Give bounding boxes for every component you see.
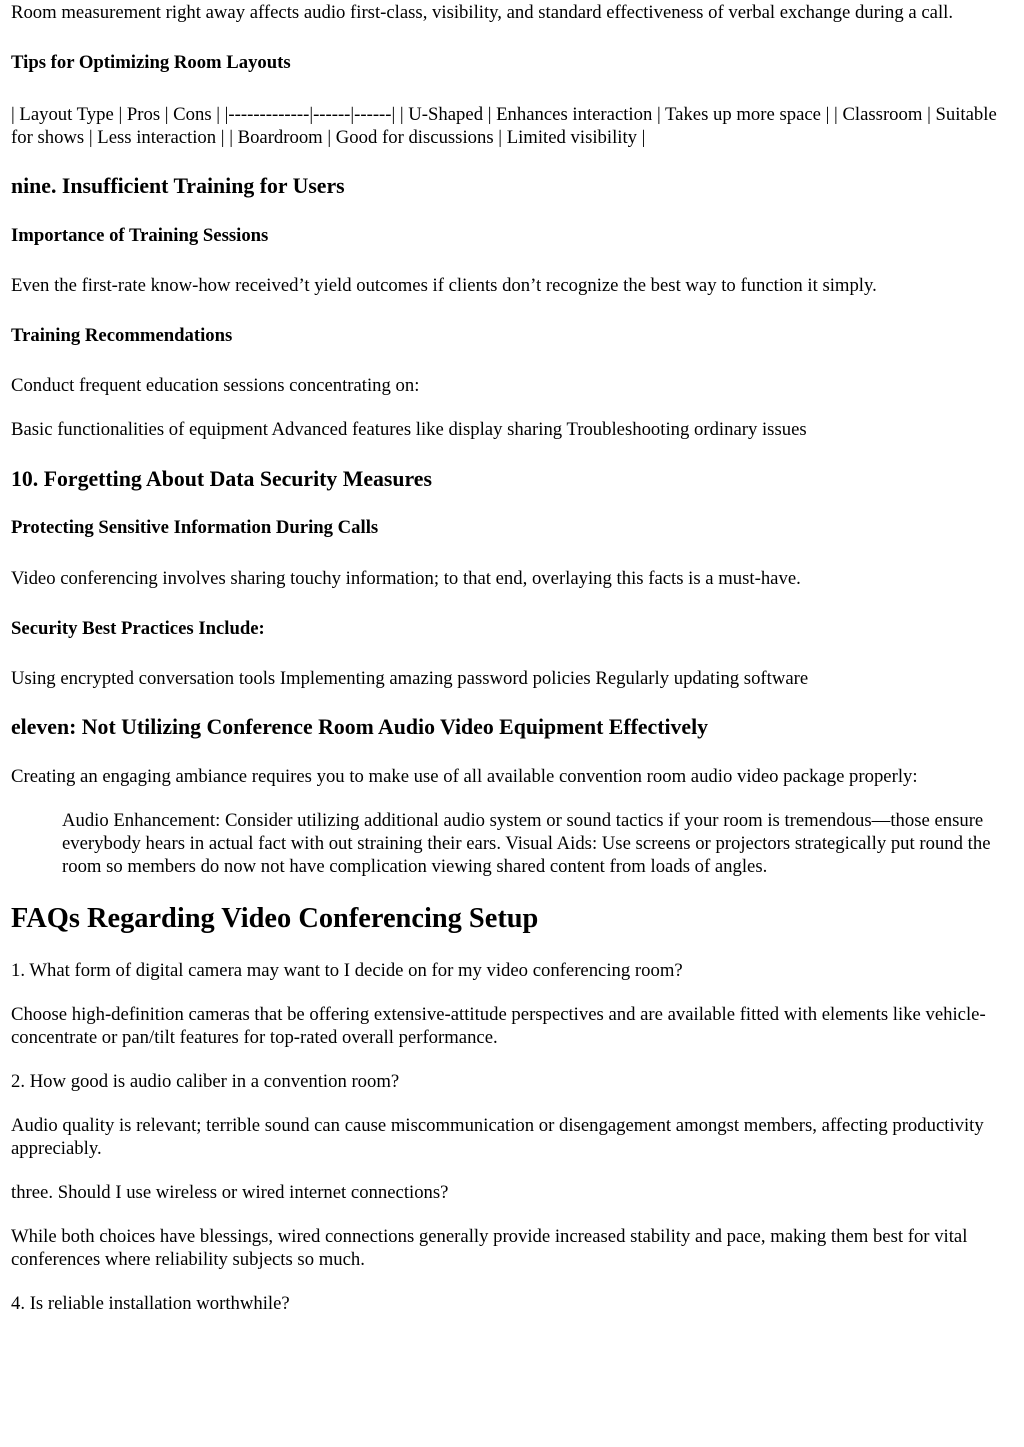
protecting-text: Video conferencing involves sharing touchy information; to that end, overlaying this facts is a must-have. (11, 568, 801, 589)
section10-heading: 10. Forgetting About Data Security Measures (11, 467, 432, 491)
training-importance-heading: Importance of Training Sessions (11, 225, 269, 246)
faq-heading: FAQs Regarding Video Conferencing Setup (11, 903, 539, 934)
faq3-question: three. Should I use wireless or wired internet connections? (11, 1182, 449, 1203)
section11-quote-text: Audio Enhancement: Consider utilizing additional audio system or sound tactics if your room is tremendous—those ensure everybody hears in actual fact with out straining their ears. Visual Aids: Use screens or projectors strategically put round the room so members do now not have complication viewing shared content from loads of angles. (62, 810, 991, 877)
section11-text: Creating an engaging ambiance requires you to make use of all available convention room audio video package properly: (11, 766, 918, 787)
faq3-answer: While both choices have blessings, wired connections generally provide increased stability and pace, making them best for vital conferences where reliability subjects so much. (11, 1226, 968, 1270)
faq2-question: 2. How good is audio caliber in a convention room? (11, 1071, 400, 1092)
faq1-answer: Choose high-definition cameras that be offering extensive-attitude perspectives and are available fitted with elements like vehicle-concentrate or pan/tilt features for top-rated overall performance. (11, 1004, 986, 1048)
tips-heading: Tips for Optimizing Room Layouts (11, 52, 291, 73)
training-importance-text: Even the first-rate know-how received’t yield outcomes if clients don’t recognize the best way to function it simply. (11, 275, 877, 296)
training-recommendations-intro: Conduct frequent education sessions concentrating on: (11, 375, 420, 396)
layout-table-text: | Layout Type | Pros | Cons | |-------------|------|------| | U-Shaped | Enhances interaction | Takes up more space | | Classroom | Suitable for shows | Less interaction | | Boardroom | Good for discussions | Limited visibility | (11, 104, 997, 148)
section9-heading: nine. Insufficient Training for Users (11, 174, 345, 198)
section11-quote (62, 809, 1013, 878)
security-practices-items: Using encrypted conversation tools Implementing amazing password policies Regularly updating software (11, 668, 809, 689)
security-practices-heading: Security Best Practices Include: (11, 618, 265, 639)
faq1-question: 1. What form of digital camera may want to I decide on for my video conferencing room? (11, 960, 683, 981)
intro-paragraph: Room measurement right away affects audio first-class, visibility, and standard effectiveness of verbal exchange during a call. (11, 2, 954, 23)
section11-heading: eleven: Not Utilizing Conference Room Audio Video Equipment Effectively (11, 715, 709, 739)
faq2-answer: Audio quality is relevant; terrible sound can cause miscommunication or disengagement amongst members, affecting productivity appreciably. (11, 1115, 984, 1159)
training-recommendations-items: Basic functionalities of equipment Advanced features like display sharing Troubleshooting ordinary issues (11, 419, 807, 440)
document-page (0, 1, 1024, 1315)
protecting-heading: Protecting Sensitive Information During Calls (11, 517, 379, 538)
training-recommendations-heading: Training Recommendations (11, 325, 233, 346)
faq4-question: 4. Is reliable installation worthwhile? (11, 1293, 290, 1314)
